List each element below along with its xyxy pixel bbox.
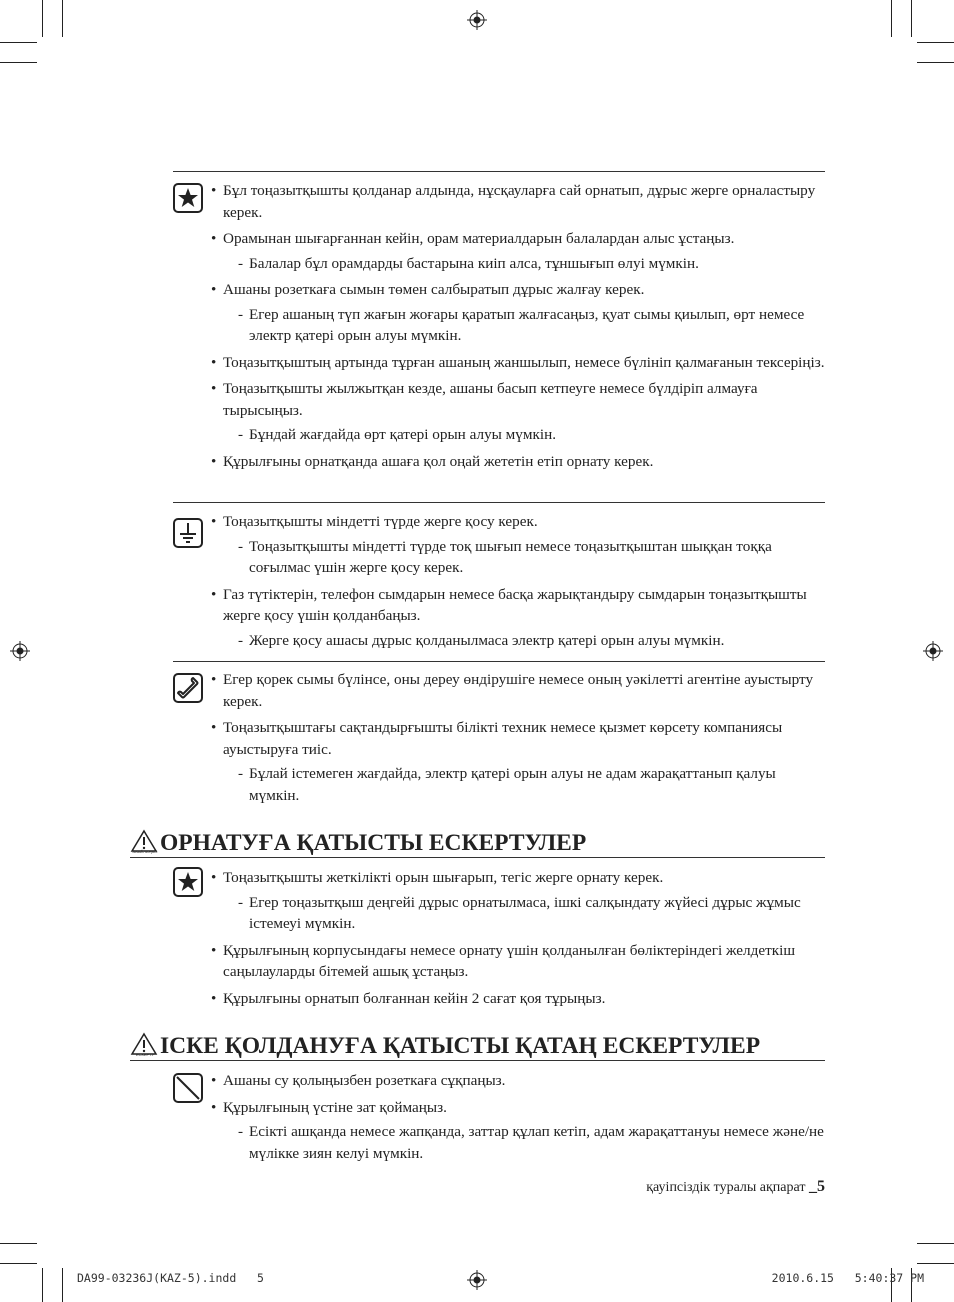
- sub-item: - Тоңазытқышты міндетті түрде тоқ шығып немесе тоңазытқыштан шыққан тоққа соғылмас үшін жерге қосу керек.: [223, 536, 825, 579]
- crop-mark: [42, 0, 43, 37]
- heading-title: ІСКЕ ҚОЛДАНУҒА ҚАТЫСТЫ ҚАТАҢ ЕСКЕРТУЛЕР: [160, 1033, 761, 1059]
- heading-icon-label: ЕСКЕРТУ: [135, 1052, 155, 1057]
- print-slug-date: 2010.6.15 5:40:37 PM: [771, 1271, 924, 1285]
- registration-mark-icon: [467, 10, 487, 30]
- section-divider: [173, 661, 825, 662]
- sub-item: - Бұлай істемеген жағдайда, электр қатері орын алуы не адам жарақаттанып қалуы мүмкін.: [223, 763, 825, 806]
- heading-title: ОРНАТУҒА ҚАТЫСТЫ ЕСКЕРТУЛЕР: [160, 830, 587, 856]
- bullet-item: • Газ түтіктерін, телефон сымдарын немесе басқа жарықтандыру сымдарын тоңазытқышты жерге қосу үшін қолданбаңыз. - Жерге қосу ашасы дұрыс қолданылмаса электр қатері орын алуы мүмкін.: [211, 584, 825, 652]
- bullet-item: • Ашаны розеткаға сымын төмен салбыратып дұрыс жалғау керек. - Егер ашаның түп жағын жоғары қаратып жалғасаңыз, қуат сымы қиылып, өрт немесе электр қатері орын алуы мүмкін.: [211, 279, 825, 347]
- sub-item: - Балалар бұл орамдарды бастарына киіп алса, тұншығып өлуі мүмкін.: [223, 253, 825, 275]
- bullet-item: • Тоңазытқышты міндетті түрде жерге қосу керек. - Тоңазытқышты міндетті түрде тоқ шығып немесе тоңазытқыштан шыққан тоққа соғылмас үшін жерге қосу керек.: [211, 511, 825, 579]
- bullet-item: • Тоңазытқыштың артында тұрған ашаның жаншылып, немесе бүлініп қалмағанын тексеріңіз.: [211, 352, 825, 374]
- bullet-item: • Құрылғыны орнатып болғаннан кейін 2 сағат қоя тұрыңыз.: [211, 988, 825, 1010]
- crop-mark: [62, 0, 63, 37]
- registration-mark-icon: [10, 641, 30, 661]
- page-footer: [646, 1178, 825, 1196]
- footer-page-prefix: _: [809, 1178, 817, 1195]
- crop-mark: [917, 42, 954, 43]
- star-icon: [173, 183, 203, 213]
- heading-icon-label: АБАЙЛАҢЫЗ: [132, 849, 158, 854]
- heading-installation-cautions: [130, 829, 825, 858]
- footer-section-label: қауіпсіздік туралы ақпарат: [646, 1180, 806, 1195]
- page-number: 5: [817, 1178, 825, 1195]
- bullet-list: [211, 867, 825, 1014]
- section-divider: [173, 502, 825, 503]
- bullet-item: • Ашаны су қолыңызбен розеткаға сұқпаңыз.: [211, 1070, 825, 1092]
- sub-item: - Егер ашаның түп жағын жоғары қаратып жалғасаңыз, қуат сымы қиылып, өрт немесе электр қатері орын алуы мүмкін.: [223, 304, 825, 347]
- crop-mark: [917, 62, 954, 63]
- prohibited-icon: [173, 1073, 203, 1103]
- bullet-item: • Құрылғының үстіне зат қоймаңыз. - Есікті ашқанда немесе жапқанда, заттар құлап кетіп, адам жарақаттануы немесе және/не мүлікке зиян келуі мүмкін.: [211, 1097, 825, 1165]
- bullet-item: • Орамынан шығарғаннан кейін, орам материалдарын балалардан алыс ұстаңыз. - Балалар бұл орамдарды бастарына киіп алса, тұншығып өлуі мүмкін.: [211, 228, 825, 274]
- section-divider: [173, 171, 825, 172]
- sub-item: - Егер тоңазытқыш деңгейі дұрыс орнатылмаса, ішкі салқындату жүйесі дұрыс жұмыс істемеуі мүмкін.: [223, 892, 825, 935]
- crop-mark: [0, 1263, 37, 1264]
- heading-usage-warnings: [130, 1032, 825, 1061]
- bullet-item: • Құрылғының корпусындағы немесе орнату үшін қолданылған бөліктеріндегі желдеткіш саңылауларды бітемей ашық ұстаңыз.: [211, 940, 825, 983]
- bullet-item: • Тоңазытқышты жылжытқан кезде, ашаны басып кетпеуге немесе бүлдіріп алмауға тырысыңыз. - Бұндай жағдайда өрт қатері орын алуы мүмкін.: [211, 378, 825, 446]
- phone-icon: [173, 673, 203, 703]
- crop-mark: [42, 1268, 43, 1302]
- star-icon: [173, 867, 203, 897]
- bullet-item: • Бұл тоңазытқышты қолданар алдында, нұсқауларға сай орнатып, дұрыс жерге орналастыру керек.: [211, 180, 825, 223]
- bullet-item: • Егер қорек сымы бүлінсе, оны дереу өндірушіге немесе оның уәкілетті агентіне ауыстырту керек.: [211, 669, 825, 712]
- registration-mark-icon: [923, 641, 943, 661]
- ground-icon: [173, 518, 203, 548]
- crop-mark: [0, 62, 37, 63]
- crop-mark: [0, 1243, 37, 1244]
- crop-mark: [911, 0, 912, 37]
- sub-item: - Есікті ашқанда немесе жапқанда, заттар құлап кетіп, адам жарақаттануы немесе және/не мүлікке зиян келуі мүмкін.: [223, 1121, 825, 1164]
- print-slug-file: DA99-03236J(KAZ-5).indd 5: [77, 1271, 264, 1285]
- bullet-list: [211, 1070, 825, 1169]
- bullet-item: • Тоңазытқышты жеткілікті орын шығарып, тегіс жерге орнату керек. - Егер тоңазытқыш деңгейі дұрыс орнатылмаса, ішкі салқындату жүйесі дұрыс жұмыс істемеуі мүмкін.: [211, 867, 825, 935]
- registration-mark-icon: [467, 1270, 487, 1290]
- crop-mark: [917, 1243, 954, 1244]
- crop-mark: [917, 1263, 954, 1264]
- bullet-list: [211, 180, 825, 477]
- sub-item: - Жерге қосу ашасы дұрыс қолданылмаса электр қатері орын алуы мүмкін.: [223, 630, 825, 652]
- crop-mark: [62, 1268, 63, 1302]
- bullet-list: [211, 511, 825, 656]
- sub-item: - Бұндай жағдайда өрт қатері орын алуы мүмкін.: [223, 424, 825, 446]
- crop-mark: [891, 0, 892, 37]
- bullet-list: [211, 669, 825, 811]
- bullet-item: • Құрылғыны орнатқанда ашаға қол оңай жететін етіп орнату керек.: [211, 451, 825, 473]
- bullet-item: • Тоңазытқыштағы сақтандырғышты білікті техник немесе қызмет көрсету компаниясы ауыстыруға тиіс. - Бұлай істемеген жағдайда, электр қатері орын алуы не адам жарақаттанып қалуы мүмкін.: [211, 717, 825, 806]
- crop-mark: [0, 42, 37, 43]
